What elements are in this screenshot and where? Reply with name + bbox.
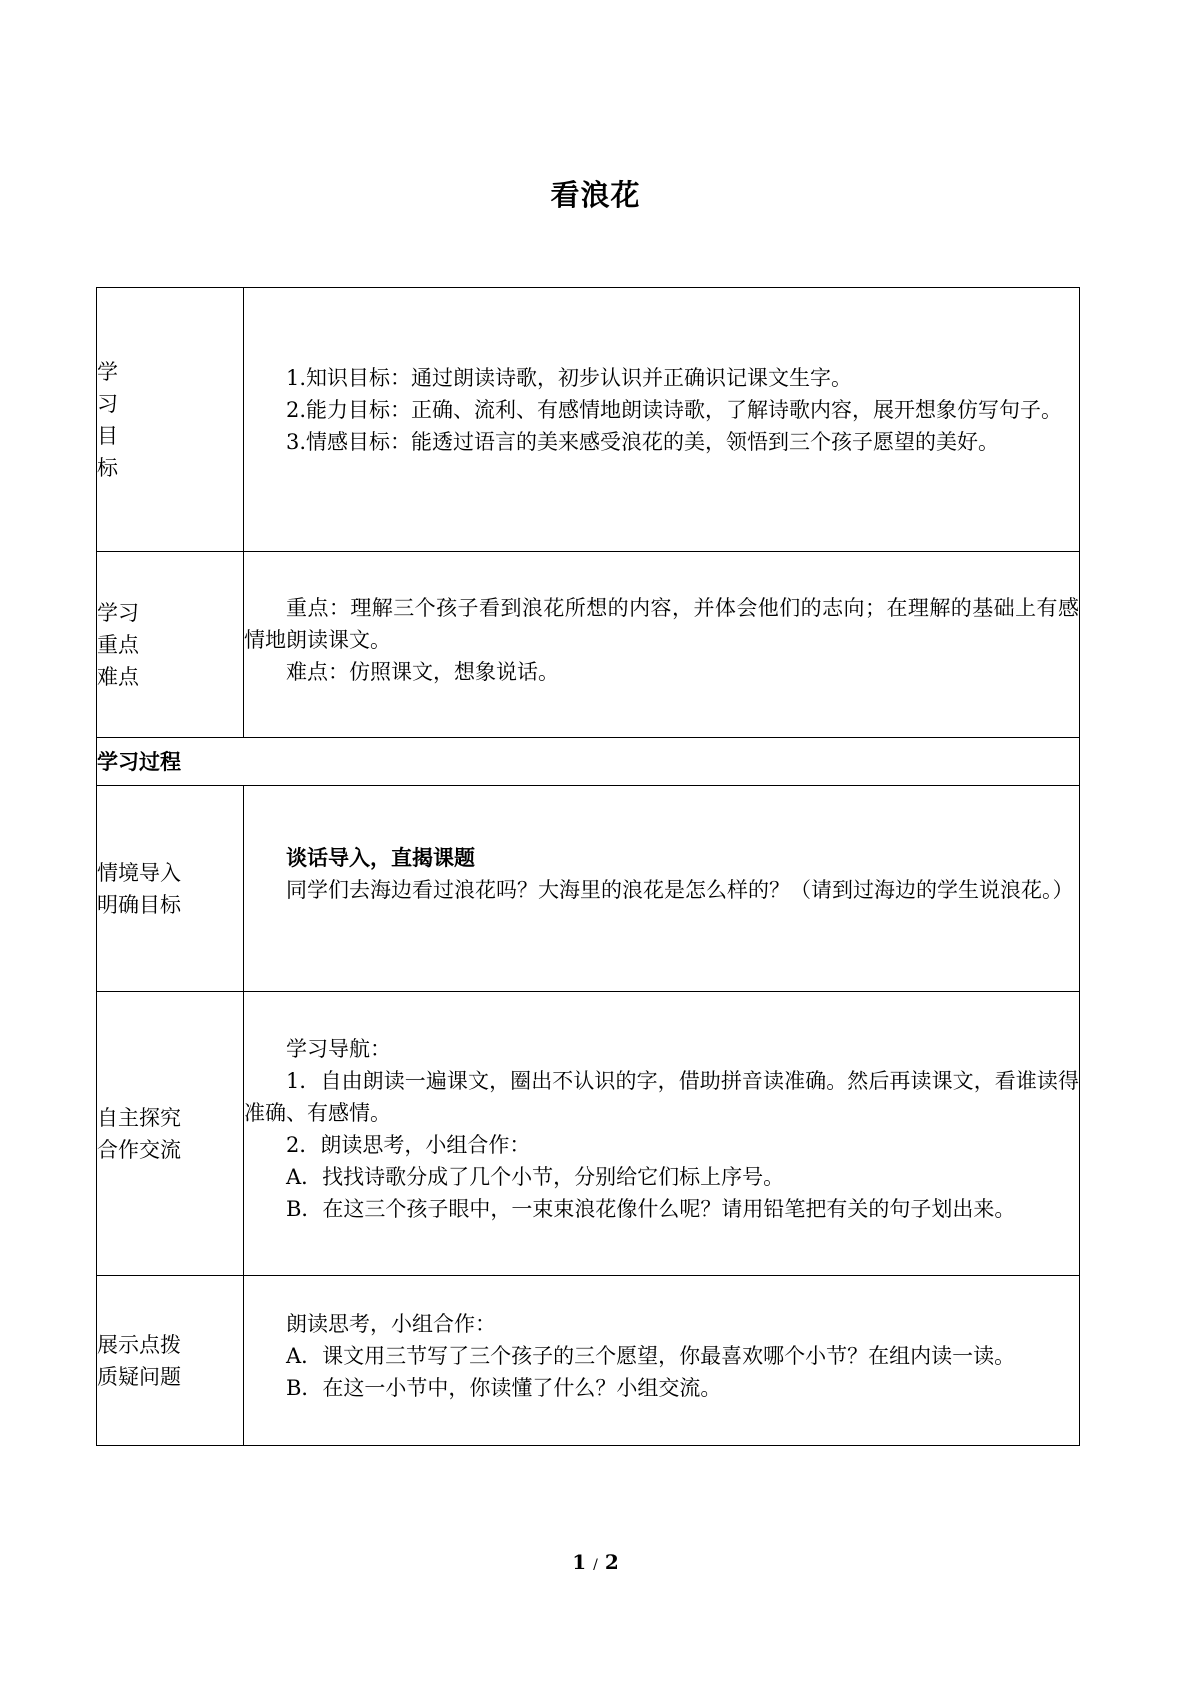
page-separator: / [593, 1557, 598, 1573]
table-row-explore [97, 992, 1080, 1276]
key-point-paragraph: 难点：仿照课文，想象说话。 [286, 659, 559, 684]
objective-paragraph: 3.情感目标：能透过语言的美来感受浪花的美，领悟到三个孩子愿望的美好。 [286, 429, 1000, 454]
intro-heading: 谈话导入，直揭课题 [286, 845, 475, 870]
lesson-plan-table [96, 287, 1080, 1446]
row-label-key-points [97, 552, 244, 738]
row-label-explore [97, 992, 244, 1276]
explore-paragraph: 学习导航： [286, 1036, 391, 1061]
table-row-show [97, 1276, 1080, 1446]
row-content-show [244, 1276, 1080, 1446]
row-label-char: 标 [97, 455, 118, 480]
section-header-process: 学习过程 [97, 738, 1080, 786]
objective-paragraph: 1.知识目标：通过朗读诗歌，初步认识并正确识记课文生字。 [286, 365, 853, 390]
key-point-paragraph: 重点：理解三个孩子看到浪花所想的内容，并体会他们的志向；在理解的基础上有感情地朗读课文。 [244, 595, 1079, 652]
explore-paragraph: A．找找诗歌分成了几个小节，分别给它们标上序号。 [286, 1164, 785, 1189]
row-label-line: 学习 [97, 600, 139, 625]
row-label-char: 习 [97, 391, 118, 416]
table-row-intro [97, 786, 1080, 992]
page-number [0, 1550, 1191, 1574]
row-label-line: 明确目标 [97, 892, 181, 917]
objective-paragraph: 2.能力目标：正确、流利、有感情地朗读诗歌，了解诗歌内容，展开想象仿写句子。 [286, 397, 1063, 422]
row-label-line: 情境导入 [97, 860, 181, 885]
row-label-line: 展示点拨 [97, 1332, 181, 1357]
row-label-intro [97, 786, 244, 992]
row-label-show [97, 1276, 244, 1446]
row-label-line: 自主探究 [97, 1105, 181, 1130]
row-content-intro [244, 786, 1080, 992]
intro-paragraph: 同学们去海边看过浪花吗？大海里的浪花是怎么样的？（请到过海边的学生说浪花。） [286, 877, 1074, 902]
page-total: 2 [604, 1550, 619, 1574]
page-current: 1 [572, 1550, 587, 1574]
row-content-explore [244, 992, 1080, 1276]
show-paragraph: A．课文用三节写了三个孩子的三个愿望，你最喜欢哪个小节？在组内读一读。 [286, 1343, 1016, 1368]
row-content-objectives [244, 288, 1080, 552]
row-label-line: 合作交流 [97, 1137, 181, 1162]
table-row-objectives [97, 288, 1080, 552]
explore-paragraph: 1．自由朗读一遍课文，圈出不认识的字，借助拼音读准确。然后再读课文，看谁读得准确、有感情。 [244, 1068, 1079, 1125]
row-label-char: 目 [97, 423, 118, 448]
row-label-char: 学 [97, 359, 118, 384]
row-label-line: 质疑问题 [97, 1364, 181, 1389]
row-content-key-points [244, 552, 1080, 738]
explore-paragraph: B．在这三个孩子眼中，一束束浪花像什么呢？请用铅笔把有关的句子划出来。 [286, 1196, 1016, 1221]
page-title: 看浪花 [550, 178, 641, 212]
row-label-line: 难点 [97, 664, 139, 689]
show-paragraph: 朗读思考，小组合作： [286, 1311, 496, 1336]
show-paragraph: B．在这一小节中，你读懂了什么？小组交流。 [286, 1375, 722, 1400]
table-row-process-header [97, 738, 1080, 786]
row-label-objectives [97, 288, 244, 552]
row-label-line: 重点 [97, 632, 139, 657]
explore-paragraph: 2．朗读思考，小组合作： [286, 1132, 531, 1157]
table-row-key-points [97, 552, 1080, 738]
